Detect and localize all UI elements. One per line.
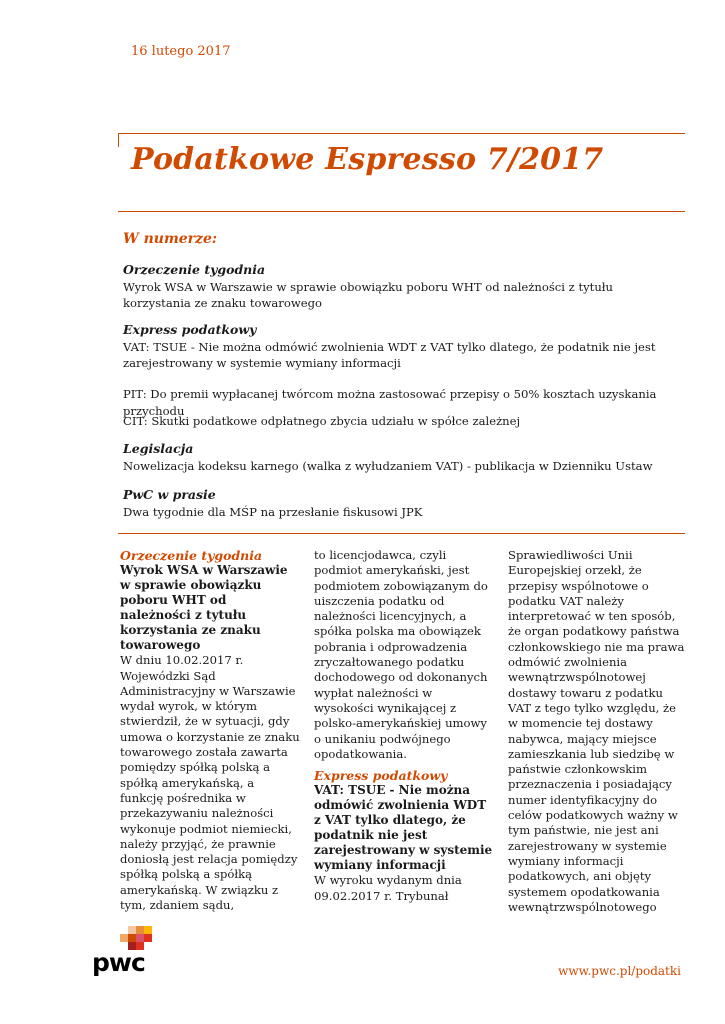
article-body: Sprawiedliwości Unii Europejskiej orzekł, że przepisy wspólnotowe o podatku VAT należy interpretować w ten sposób, że organ podatkowy państwa członkowskiego nie ma prawa odmówić zwolnienia wewnątrzwspólnotowej dostawy towaru z podatku VAT z tego tylko względu, że w momencie tej dostawy nabywca, mający miejsce zamieszkania lub siedzibę w państwie członkowskim przeznaczenia i posiadający numer identyfikacyjny do celów podatkowych ważny w tym państwie, nie jest ani zarejestrowany w systemie wymiany informacji podatkowych, ani objęty systemem opodatkowania wewnątrzwspólnotowego [508, 548, 685, 914]
newsletter-title: Podatkowe Espresso 7/2017 [131, 142, 604, 177]
article-column-2 [314, 548, 494, 904]
toc-item[interactable]: CIT: Skutki podatkowe odpłatnego zbycia udziału w spółce zależnej [123, 414, 521, 428]
article-headline: VAT: TSUE - Nie można odmówić zwolnienia WDT z VAT tylko dlatego, że podatnik nie jest zarejestrowany w systemie wymiany informacji [314, 783, 493, 873]
toc-item[interactable]: VAT: TSUE - Nie można odmówić zwolnienia WDT z VAT tylko dlatego, że podatnik nie jest zarejestrowany w systemie wymiany informacji [123, 339, 656, 370]
pwc-logo [88, 926, 168, 986]
article-body: to licencjodawca, czyli podmiot amerykański, jest podmiotem zobowiązanym do uiszczenia podatku od należności licencyjnych, a spółka polska ma obowiązek pobrania i odprowadzenia zryczałtowanego podatku dochodowego od dokonanych wypłat należności w wysokości wynikającej z polsko-amerykańskiej umowy o unikaniu podwójnego opodatkowania. [314, 548, 488, 761]
title-bottom-rule [118, 211, 685, 212]
footer-link[interactable]: www.pwc.pl/podatki [558, 964, 681, 978]
article-column-1 [120, 548, 300, 913]
toc-section-express [123, 322, 683, 372]
logo-wordmark: pwc [92, 948, 145, 977]
toc-section-legislacja [123, 441, 683, 474]
toc-section-orzeczenie [123, 262, 683, 312]
article-body: W wyroku wydanym dnia 09.02.2017 r. Trybunał [314, 873, 462, 903]
issue-date: 16 lutego 2017 [131, 44, 231, 59]
toc-section-title: Express podatkowy [123, 322, 257, 337]
section-kicker: Express podatkowy [314, 768, 448, 784]
toc-item[interactable]: Nowelizacja kodeksu karnego (walka z wyłudzaniem VAT) - publikacja w Dzienniku Ustaw [123, 458, 653, 473]
toc-section-title: Orzeczenie tygodnia [123, 262, 266, 277]
toc-heading: W numerze: [123, 231, 218, 247]
toc-item[interactable]: Wyrok WSA w Warszawie w sprawie obowiązku poboru WHT od należności z tytułu korzystania ze znaku towarowego [123, 279, 614, 310]
toc-section-title: Legislacja [123, 441, 194, 456]
article-column-3 [508, 548, 688, 915]
section-kicker: Orzeczenie tygodnia [120, 548, 263, 563]
toc-bottom-rule [118, 533, 685, 534]
toc-section-pwc-prasie [123, 487, 683, 520]
toc-item[interactable]: PIT: Do premii wypłacanej twórcom można zastosować przepisy o 50% kosztach uzyskania przychodu [123, 387, 657, 418]
title-corner-rule [118, 133, 119, 147]
toc-item[interactable]: Dwa tygodnie dla MŚP na przesłanie fiskusowi JPK [123, 504, 423, 519]
toc-section-title: PwC w prasie [123, 487, 216, 502]
title-top-rule [118, 133, 685, 134]
article-body: W dniu 10.02.2017 r. Wojewódzki Sąd Administracyjny w Warszawie wydał wyrok, w którym stwierdził, że w sytuacji, gdy umowa o korzystanie ze znaku towarowego została zawarta pomiędzy spółką polską a spółką amerykańską, a funkcję pośrednika w przekazywaniu należności wykonuje podmiot niemiecki, należy przyjąć, że prawnie doniosłą jest relacja pomiędzy spółką polską a spółką amerykańską. W związku z tym, zdaniem sądu, [120, 653, 300, 913]
article-headline: Wyrok WSA w Warszawie w sprawie obowiązku poboru WHT od należności z tytułu korzystania ze znaku towarowego [120, 563, 288, 653]
